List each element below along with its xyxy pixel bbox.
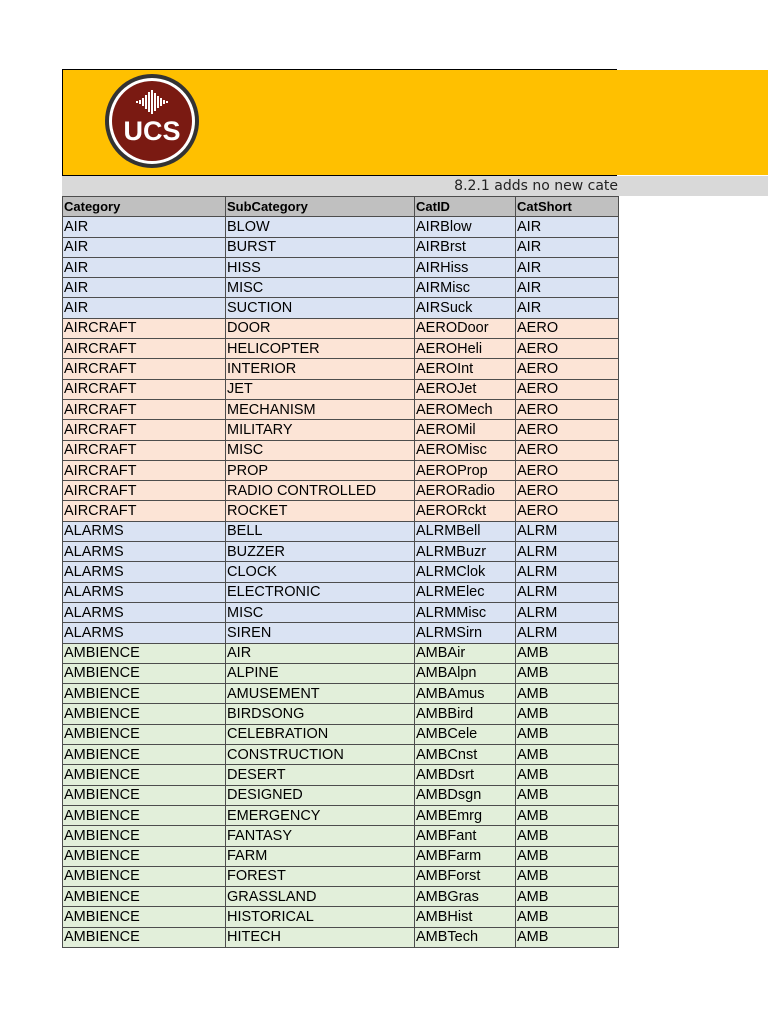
title-cell[interactable]	[226, 69, 617, 176]
header-row	[63, 197, 619, 217]
category-cell[interactable]: AMBIENCE	[63, 846, 226, 866]
catshort-cell[interactable]: ALRM	[516, 602, 619, 622]
table-row	[63, 278, 619, 298]
ucs-logo	[103, 72, 201, 170]
catshort-cell[interactable]: AMB	[516, 765, 619, 785]
catid-cell[interactable]: AEROJet	[415, 379, 516, 399]
category-cell[interactable]: AIR	[63, 237, 226, 257]
subcategory-cell[interactable]: MILITARY	[226, 420, 415, 440]
catshort-cell[interactable]: AIR	[516, 298, 619, 318]
subcategory-cell[interactable]: GRASSLAND	[226, 887, 415, 907]
table-row	[63, 298, 619, 318]
catid-cell[interactable]: AMBEmrg	[415, 805, 516, 825]
col-header-catid[interactable]: CatID	[415, 197, 516, 217]
catid-cell[interactable]: AMBGras	[415, 887, 516, 907]
subcategory-cell[interactable]: BUZZER	[226, 542, 415, 562]
col-header-catshort[interactable]: CatShort	[516, 197, 619, 217]
table-row	[63, 907, 619, 927]
category-cell[interactable]: AIR	[63, 278, 226, 298]
subcategory-cell[interactable]: CLOCK	[226, 562, 415, 582]
category-cell[interactable]: AIRCRAFT	[63, 501, 226, 521]
table-row	[63, 217, 619, 237]
catid-cell[interactable]: AERODoor	[415, 318, 516, 338]
subcategory-cell[interactable]: SUCTION	[226, 298, 415, 318]
category-cell[interactable]: AMBIENCE	[63, 805, 226, 825]
subcategory-cell[interactable]: HISS	[226, 257, 415, 277]
subcategory-cell[interactable]: FARM	[226, 846, 415, 866]
table-row	[63, 257, 619, 277]
catid-cell[interactable]: AMBAlpn	[415, 663, 516, 683]
table-row	[63, 643, 619, 663]
category-cell[interactable]: AIRCRAFT	[63, 440, 226, 460]
catid-cell[interactable]: AMBFarm	[415, 846, 516, 866]
catshort-cell[interactable]: AIR	[516, 257, 619, 277]
logo-text: UCS	[123, 116, 181, 146]
catshort-cell[interactable]: AERO	[516, 481, 619, 501]
category-cell[interactable]: AMBIENCE	[63, 745, 226, 765]
catid-cell[interactable]: ALRMBell	[415, 521, 516, 541]
catshort-cell[interactable]: AERO	[516, 399, 619, 419]
catid-cell[interactable]: ALRMElec	[415, 582, 516, 602]
catid-cell[interactable]: AMBCnst	[415, 745, 516, 765]
catshort-cell[interactable]: AIR	[516, 278, 619, 298]
category-cell[interactable]: AIR	[63, 257, 226, 277]
table-row	[63, 846, 619, 866]
catid-cell[interactable]: AMBAmus	[415, 684, 516, 704]
catshort-cell[interactable]: AMB	[516, 866, 619, 886]
category-cell[interactable]: ALARMS	[63, 562, 226, 582]
banner-overflow	[616, 70, 768, 175]
spreadsheet	[62, 69, 768, 948]
table-row	[63, 745, 619, 765]
catid-cell[interactable]: AEROMech	[415, 399, 516, 419]
catshort-cell[interactable]: AMB	[516, 907, 619, 927]
table-row	[63, 318, 619, 338]
subcategory-cell[interactable]: DESERT	[226, 765, 415, 785]
table-row	[63, 542, 619, 562]
catshort-cell[interactable]: AMB	[516, 887, 619, 907]
category-cell[interactable]: AMBIENCE	[63, 684, 226, 704]
catshort-cell[interactable]: AMB	[516, 927, 619, 947]
catshort-cell[interactable]: ALRM	[516, 623, 619, 643]
subcategory-cell[interactable]: CONSTRUCTION	[226, 745, 415, 765]
catshort-cell[interactable]: ALRM	[516, 542, 619, 562]
catshort-cell[interactable]: AMB	[516, 724, 619, 744]
subcategory-cell[interactable]: INTERIOR	[226, 359, 415, 379]
col-header-category[interactable]: Category	[63, 197, 226, 217]
subcategory-cell[interactable]: PROP	[226, 460, 415, 480]
subcategory-cell[interactable]: EMERGENCY	[226, 805, 415, 825]
table-row	[63, 399, 619, 419]
catshort-cell[interactable]: AMB	[516, 745, 619, 765]
catshort-cell[interactable]: AIR	[516, 237, 619, 257]
category-cell[interactable]: AIRCRAFT	[63, 460, 226, 480]
catshort-cell[interactable]: AMB	[516, 785, 619, 805]
category-cell[interactable]: AIRCRAFT	[63, 420, 226, 440]
catid-cell[interactable]: ALRMClok	[415, 562, 516, 582]
table-row	[63, 887, 619, 907]
subcategory-cell[interactable]: RADIO CONTROLLED	[226, 481, 415, 501]
catid-cell[interactable]: ALRMMisc	[415, 602, 516, 622]
catid-cell[interactable]: AIRSuck	[415, 298, 516, 318]
subcategory-cell[interactable]: HITECH	[226, 927, 415, 947]
catid-cell[interactable]: AMBHist	[415, 907, 516, 927]
catshort-cell[interactable]: AMB	[516, 684, 619, 704]
catid-cell[interactable]: AMBForst	[415, 866, 516, 886]
catshort-cell[interactable]: AMB	[516, 846, 619, 866]
category-cell[interactable]: AIRCRAFT	[63, 339, 226, 359]
table-row	[63, 501, 619, 521]
category-cell[interactable]: AIRCRAFT	[63, 379, 226, 399]
category-cell[interactable]: ALARMS	[63, 602, 226, 622]
table-row	[63, 927, 619, 947]
category-cell[interactable]: AMBIENCE	[63, 785, 226, 805]
catid-cell[interactable]: AEROMil	[415, 420, 516, 440]
subcategory-cell[interactable]: FANTASY	[226, 826, 415, 846]
catshort-cell[interactable]: AERO	[516, 339, 619, 359]
catshort-cell[interactable]: AMB	[516, 643, 619, 663]
catid-cell[interactable]: AEROInt	[415, 359, 516, 379]
subcategory-cell[interactable]: ROCKET	[226, 501, 415, 521]
category-cell[interactable]: ALARMS	[63, 582, 226, 602]
subcategory-cell[interactable]: ALPINE	[226, 663, 415, 683]
catshort-cell[interactable]: AERO	[516, 440, 619, 460]
table-body	[63, 217, 619, 948]
logo-cell[interactable]	[62, 69, 227, 176]
catshort-cell[interactable]: AERO	[516, 359, 619, 379]
catid-cell[interactable]: AMBFant	[415, 826, 516, 846]
category-cell[interactable]: AMBIENCE	[63, 765, 226, 785]
table-row	[63, 521, 619, 541]
category-cell[interactable]: AMBIENCE	[63, 643, 226, 663]
subcategory-cell[interactable]: CELEBRATION	[226, 724, 415, 744]
subcategory-cell[interactable]: MECHANISM	[226, 399, 415, 419]
catid-cell[interactable]: AMBDsrt	[415, 765, 516, 785]
table-row	[63, 339, 619, 359]
table-row	[63, 562, 619, 582]
category-cell[interactable]: AMBIENCE	[63, 907, 226, 927]
category-cell[interactable]: AMBIENCE	[63, 887, 226, 907]
category-cell[interactable]: ALARMS	[63, 623, 226, 643]
subcategory-cell[interactable]: BELL	[226, 521, 415, 541]
table-row	[63, 602, 619, 622]
category-cell[interactable]: AMBIENCE	[63, 663, 226, 683]
subcategory-cell[interactable]: FOREST	[226, 866, 415, 886]
category-cell[interactable]: AIR	[63, 217, 226, 237]
catshort-cell[interactable]: AERO	[516, 420, 619, 440]
category-cell[interactable]: ALARMS	[63, 542, 226, 562]
catid-cell[interactable]: AEROProp	[415, 460, 516, 480]
table-row	[63, 805, 619, 825]
catid-cell[interactable]: AEROHeli	[415, 339, 516, 359]
table-row	[63, 582, 619, 602]
catshort-cell[interactable]: ALRM	[516, 562, 619, 582]
catid-cell[interactable]: AMBTech	[415, 927, 516, 947]
subcategory-cell[interactable]: BLOW	[226, 217, 415, 237]
table-row	[63, 481, 619, 501]
catid-cell[interactable]: AIRBlow	[415, 217, 516, 237]
catshort-cell[interactable]: AERO	[516, 318, 619, 338]
table-row	[63, 866, 619, 886]
catshort-cell[interactable]: AIR	[516, 217, 619, 237]
catshort-cell[interactable]: AMB	[516, 805, 619, 825]
table-row	[63, 684, 619, 704]
catid-cell[interactable]: AIRHiss	[415, 257, 516, 277]
table-row	[63, 359, 619, 379]
catid-cell[interactable]: AERORckt	[415, 501, 516, 521]
subcategory-cell[interactable]: MISC	[226, 278, 415, 298]
catshort-cell[interactable]: ALRM	[516, 521, 619, 541]
subcategory-cell[interactable]: MISC	[226, 602, 415, 622]
subcategory-cell[interactable]: JET	[226, 379, 415, 399]
catid-cell[interactable]: AIRBrst	[415, 237, 516, 257]
catid-cell[interactable]: AERORadio	[415, 481, 516, 501]
catshort-cell[interactable]: AMB	[516, 663, 619, 683]
subcategory-cell[interactable]: HELICOPTER	[226, 339, 415, 359]
category-table	[62, 196, 619, 948]
table-row	[63, 460, 619, 480]
catid-cell[interactable]: AMBBird	[415, 704, 516, 724]
table-row	[63, 724, 619, 744]
table-row	[63, 765, 619, 785]
catshort-cell[interactable]: AERO	[516, 379, 619, 399]
note-row[interactable]	[62, 176, 768, 196]
table-row	[63, 704, 619, 724]
category-cell[interactable]: AIRCRAFT	[63, 481, 226, 501]
category-cell[interactable]: AMBIENCE	[63, 927, 226, 947]
subcategory-cell[interactable]: DESIGNED	[226, 785, 415, 805]
catshort-cell[interactable]: AMB	[516, 704, 619, 724]
catid-cell[interactable]: ALRMBuzr	[415, 542, 516, 562]
subcategory-cell[interactable]: ELECTRONIC	[226, 582, 415, 602]
subcategory-cell[interactable]: MISC	[226, 440, 415, 460]
catid-cell[interactable]: AIRMisc	[415, 278, 516, 298]
table-row	[63, 237, 619, 257]
subcategory-cell[interactable]: BURST	[226, 237, 415, 257]
category-cell[interactable]: ALARMS	[63, 521, 226, 541]
table-row	[63, 785, 619, 805]
subcategory-cell[interactable]: DOOR	[226, 318, 415, 338]
category-cell[interactable]: AMBIENCE	[63, 704, 226, 724]
category-cell[interactable]: AIR	[63, 298, 226, 318]
table-row	[63, 420, 619, 440]
catshort-cell[interactable]: AERO	[516, 501, 619, 521]
subcategory-cell[interactable]: AIR	[226, 643, 415, 663]
catid-cell[interactable]: AMBCele	[415, 724, 516, 744]
subcategory-cell[interactable]: BIRDSONG	[226, 704, 415, 724]
subcategory-cell[interactable]: AMUSEMENT	[226, 684, 415, 704]
category-cell[interactable]: AMBIENCE	[63, 826, 226, 846]
catid-cell[interactable]: AEROMisc	[415, 440, 516, 460]
table-row	[63, 826, 619, 846]
category-cell[interactable]: AMBIENCE	[63, 724, 226, 744]
catid-cell[interactable]: AMBAir	[415, 643, 516, 663]
subcategory-cell[interactable]: HISTORICAL	[226, 907, 415, 927]
header-banner	[62, 69, 768, 176]
version-note: 8.2.1 adds no new cate	[454, 178, 618, 194]
catshort-cell[interactable]: ALRM	[516, 582, 619, 602]
table-row	[63, 663, 619, 683]
category-cell[interactable]: AMBIENCE	[63, 866, 226, 886]
catid-cell[interactable]: AMBDsgn	[415, 785, 516, 805]
table-row	[63, 440, 619, 460]
table-row	[63, 623, 619, 643]
category-cell[interactable]: AIRCRAFT	[63, 359, 226, 379]
col-header-subcategory[interactable]: SubCategory	[226, 197, 415, 217]
category-cell[interactable]: AIRCRAFT	[63, 318, 226, 338]
table-row	[63, 379, 619, 399]
subcategory-cell[interactable]: SIREN	[226, 623, 415, 643]
catid-cell[interactable]: ALRMSirn	[415, 623, 516, 643]
catshort-cell[interactable]: AMB	[516, 826, 619, 846]
category-cell[interactable]: AIRCRAFT	[63, 399, 226, 419]
catshort-cell[interactable]: AERO	[516, 460, 619, 480]
